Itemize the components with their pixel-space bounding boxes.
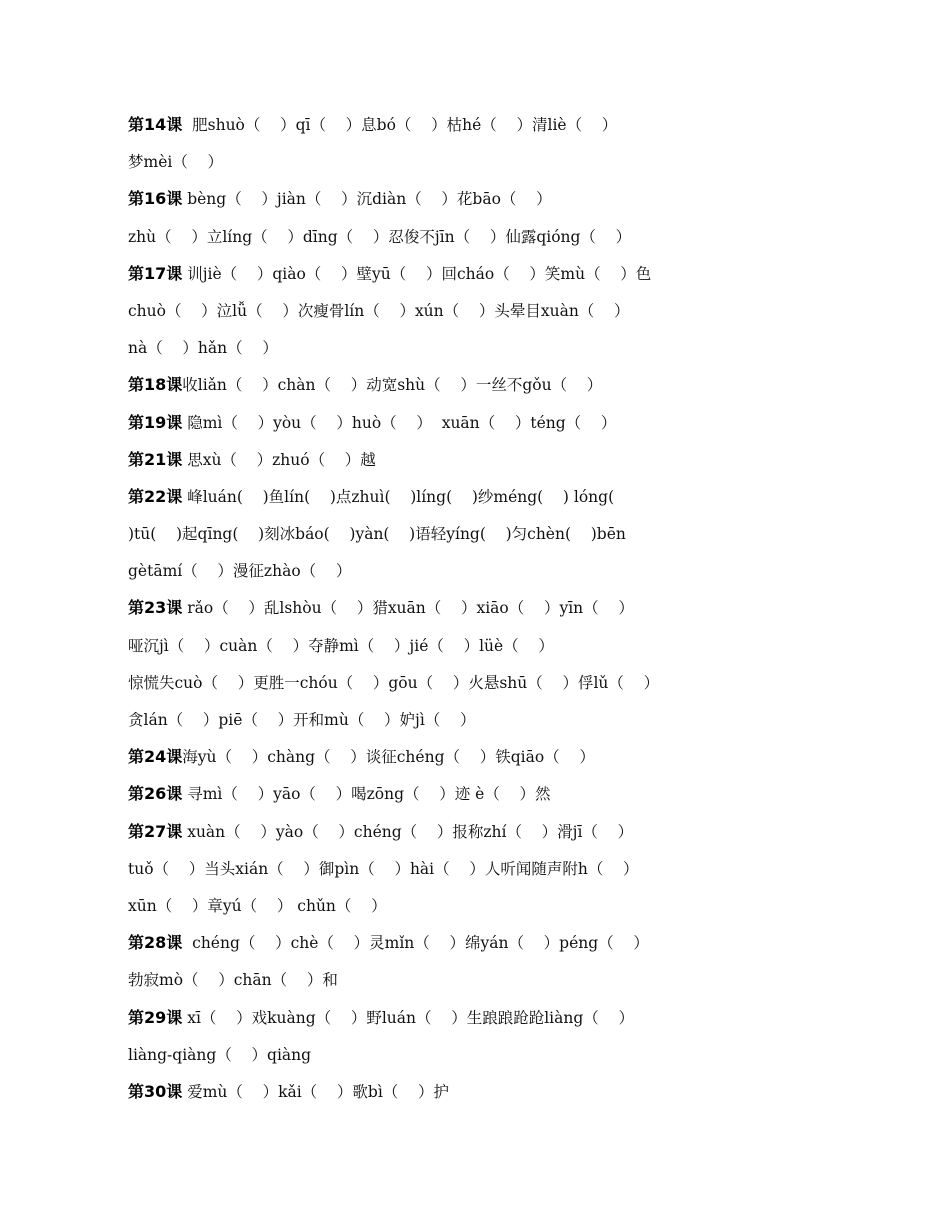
exercise-line	[128, 184, 828, 221]
exercise-text: 哑沉jì（ ）cuàn（ ）夺静mì（ ）jié（ ）lüè（ ）	[128, 636, 554, 655]
lesson-label: 第16课	[128, 189, 183, 209]
exercise-text: 勃寂mò（ ）chān（ ）和	[128, 971, 338, 990]
exercise-line	[128, 370, 828, 407]
exercise-line	[128, 668, 828, 705]
lesson-label: 第23课	[128, 598, 183, 618]
exercise-line	[128, 891, 828, 928]
lesson-label: 第26课	[128, 784, 183, 804]
exercise-text: xī（ ）戏kuàng（ ）野luán（ ）生踉踉跄跄liàng（ ）	[182, 1008, 634, 1027]
exercise-line	[128, 296, 828, 333]
exercise-line	[128, 593, 828, 630]
exercise-line	[128, 928, 828, 965]
exercise-line	[128, 779, 828, 816]
exercise-line	[128, 854, 828, 891]
exercise-lines	[128, 110, 828, 1114]
exercise-text: 训jiè（ ）qiào（ ）壁yū（ ）回cháo（ ）笑mù（ ）色	[182, 264, 652, 283]
lesson-label: 第17课	[128, 263, 183, 283]
exercise-line	[128, 408, 828, 445]
exercise-line	[128, 147, 828, 184]
exercise-line	[128, 817, 828, 854]
exercise-text: 梦mèi（ ）	[128, 153, 224, 172]
lesson-label: 第29课	[128, 1007, 183, 1027]
lesson-label: 第30课	[128, 1081, 183, 1101]
exercise-text: 隐mì（ ）yòu（ ）huò（ ） xuān（ ）téng（ ）	[182, 413, 617, 432]
lesson-label: 第28课	[128, 933, 183, 953]
exercise-text: chéng（ ）chè（ ）灵mǐn（ ）绵yán（ ）péng（ ）	[182, 934, 649, 953]
exercise-line	[128, 1077, 828, 1114]
exercise-line	[128, 1040, 828, 1077]
exercise-line	[128, 259, 828, 296]
exercise-line	[128, 482, 828, 519]
exercise-text: xuàn（ ）yào（ ）chéng（ ）报称zhí（ ）滑jī（ ）	[182, 822, 634, 841]
lesson-label: 第27课	[128, 821, 183, 841]
exercise-text: 贪lán（ ）piē（ ）开和mù（ ）妒jì（ ）	[128, 711, 476, 729]
exercise-text: )tū( )起qīng( )刻冰báo( )yàn( )语轻yíng( )匀chèn( )bēn	[128, 525, 626, 544]
exercise-line	[128, 222, 828, 259]
exercise-line	[128, 110, 828, 147]
exercise-text: 寻mì（ ）yāo（ ）喝zōng（ ）迹 è（ ）然	[182, 785, 551, 804]
exercise-text: 肥shuò（ ）qī（ ）息bó（ ）枯hé（ ）清liè（ ）	[182, 116, 618, 134]
exercise-line	[128, 445, 828, 482]
exercise-line	[128, 333, 828, 370]
lesson-label: 第21课	[128, 449, 183, 469]
exercise-line	[128, 519, 828, 556]
exercise-text: zhù（ ）立líng（ ）dīng（ ）忍俊不jīn（ ）仙露qióng（ ）	[128, 227, 632, 246]
exercise-line	[128, 965, 828, 1002]
exercise-line	[128, 631, 828, 668]
lesson-label: 第19课	[128, 412, 183, 432]
exercise-text: xūn（ ）章yú（ ） chǔn（ ）	[128, 896, 387, 915]
exercise-text: nà（ ）hǎn（ ）	[128, 339, 278, 358]
lesson-label: 第18课	[128, 375, 183, 395]
exercise-text: rǎo（ ）乱lshòu（ ）猎xuān（ ）xiāo（ ）yīn（ ）	[182, 599, 634, 618]
exercise-text: 爱mù（ ）kǎi（ ）歌bì（ ）护	[182, 1082, 449, 1101]
exercise-text: 峰luán( )鱼lín( )点zhuì( )líng( )纱méng( ) lóng(	[182, 487, 615, 506]
exercise-text: 海yù（ ）chàng（ ）谈征chéng（ ）铁qiāo（ ）	[182, 748, 595, 767]
exercise-text: liàng-qiàng（ ）qiàng	[128, 1045, 312, 1064]
lesson-label: 第22课	[128, 486, 183, 506]
exercise-text: gètāmí（ ）漫征zhào（ ）	[128, 562, 352, 581]
exercise-line	[128, 556, 828, 593]
lesson-label: 第14课	[128, 115, 183, 134]
exercise-text: chuò（ ）泣lǚ（ ）次瘦骨lín（ ）xún（ ）头晕目xuàn（ ）	[128, 301, 630, 320]
exercise-line	[128, 742, 828, 779]
exercise-text: 思xù（ ）zhuó（ ）越	[182, 450, 376, 469]
lesson-label: 第24课	[128, 747, 183, 767]
exercise-line	[128, 1003, 828, 1040]
exercise-text: bèng（ ）jiàn（ ）沉diàn（ ）花bāo（ ）	[182, 190, 552, 209]
exercise-text: 惊慌失cuò（ ）更胜一chóu（ ）gōu（ ）火悬shū（ ）俘lǔ（ ）	[128, 673, 660, 692]
exercise-line	[128, 705, 828, 742]
exercise-text: 收liǎn（ ）chàn（ ）动宽shù（ ）一丝不gǒu（ ）	[182, 376, 603, 395]
exercise-text: tuǒ（ ）当头xián（ ）御pìn（ ）hài（ ）人听闻随声附h（ ）	[128, 859, 639, 878]
